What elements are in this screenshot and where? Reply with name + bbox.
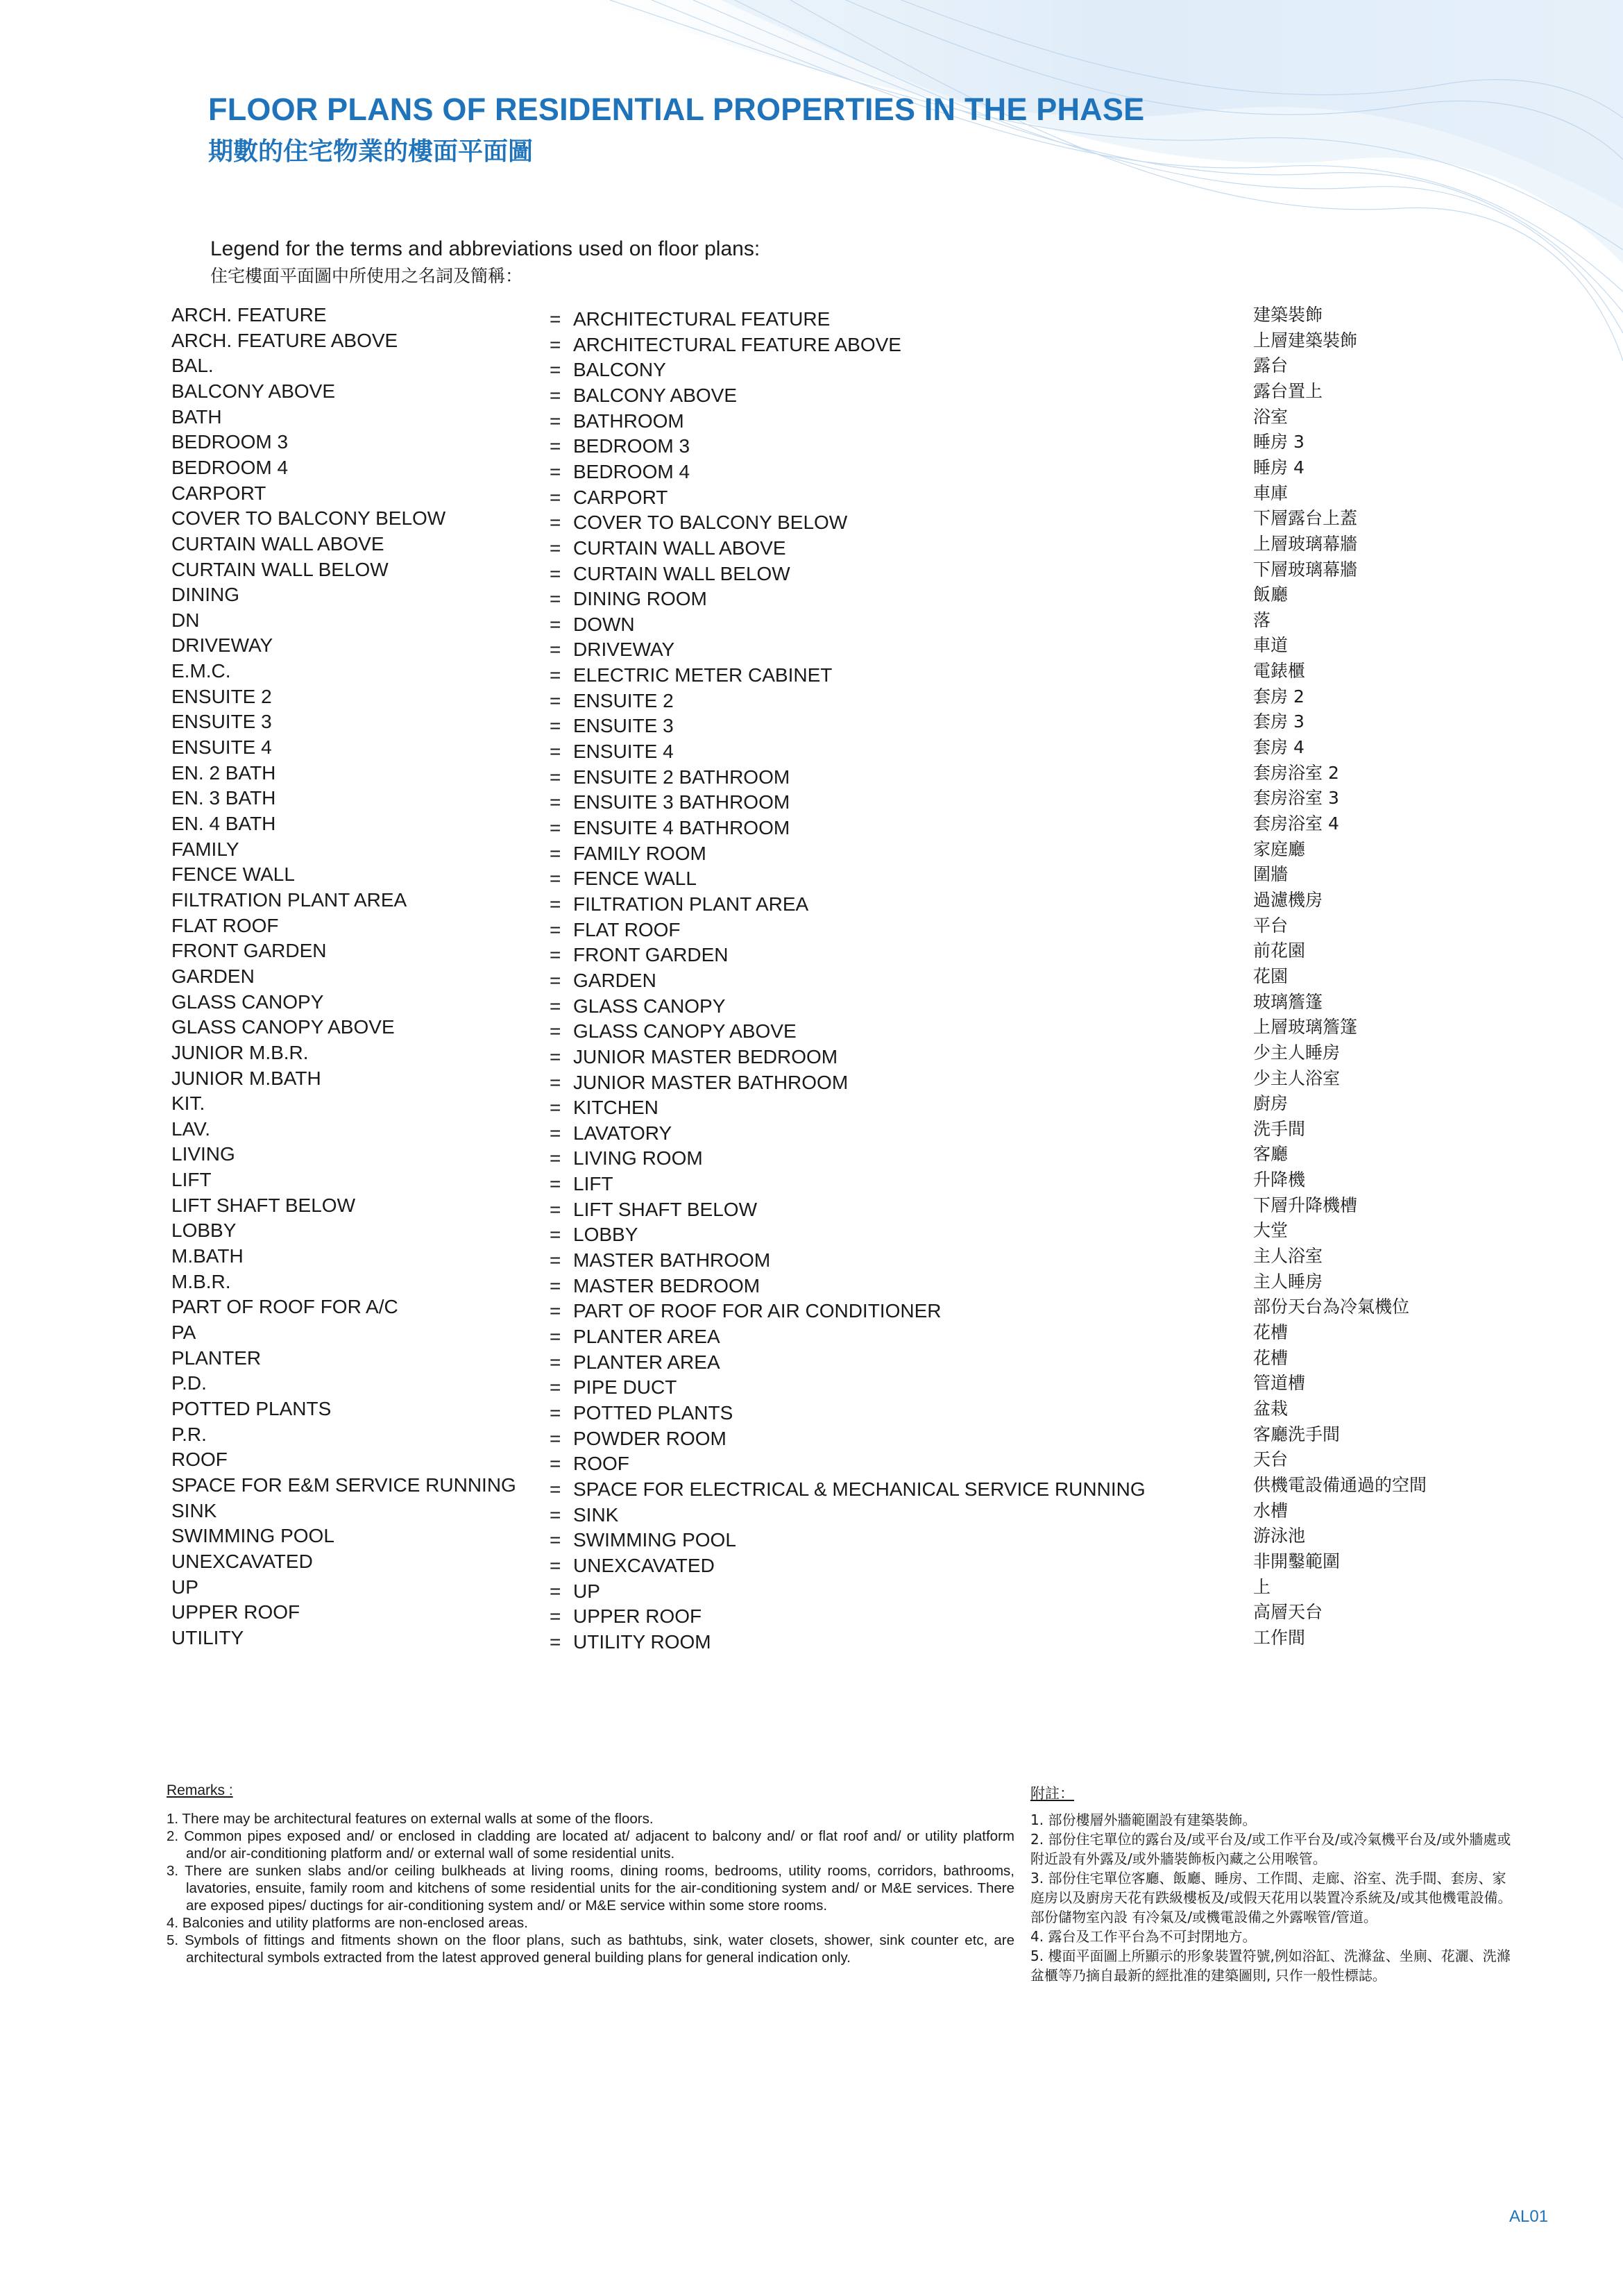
- legend-chinese-term: 落: [1253, 609, 1271, 630]
- legend-term: M.BATH: [171, 1245, 244, 1267]
- legend-row: [0, 482, 1623, 507]
- legend-row: [0, 762, 1623, 787]
- legend-meaning: PART OF ROOF FOR AIR CONDITIONER: [573, 1300, 942, 1322]
- legend-chinese-term: 下層玻璃幕牆: [1253, 559, 1358, 580]
- page-title-zh: 期數的住宅物業的樓面平面圖: [208, 137, 534, 166]
- legend-term: GLASS CANOPY ABOVE: [171, 1016, 395, 1038]
- legend-meaning: ENSUITE 2 BATHROOM: [573, 766, 790, 788]
- legend-meaning: FILTRATION PLANT AREA: [573, 893, 809, 915]
- legend-meaning: LAVATORY: [573, 1122, 672, 1144]
- legend-equals-sign: =: [550, 1326, 561, 1347]
- remarks-title-en: Remarks :: [167, 1782, 233, 1798]
- legend-equals-sign: =: [550, 1554, 561, 1576]
- legend-equals-sign: =: [550, 1427, 561, 1449]
- legend-term: COVER TO BALCONY BELOW: [171, 507, 446, 530]
- legend-row: [0, 1118, 1623, 1143]
- legend-meaning: ARCHITECTURAL FEATURE ABOVE: [573, 333, 901, 355]
- legend-equals-sign: =: [550, 817, 561, 838]
- legend-equals-sign: =: [550, 1300, 561, 1322]
- legend-chinese-term: 套房 4: [1253, 737, 1305, 758]
- remark-item-zh: 5. 樓面平面圖上所顯示的形象裝置符號,例如浴缸、洗滌盆、坐廁、花灑、洗滌盆櫃等乃摘自最新的經批准的建築圖則, 只作一般性標誌。: [1030, 1948, 1511, 1984]
- legend-row: [0, 1092, 1623, 1117]
- legend-row: [0, 634, 1623, 659]
- remarks-title-zh: 附註：: [1030, 1785, 1074, 1802]
- remark-item-zh: 2. 部份住宅單位的露台及/或平台及/或工作平台及/或冷氣機平台及/或外牆處或附近設有外露及/或外牆裝飾板內藏之公用喉管。: [1030, 1831, 1511, 1867]
- legend-equals-sign: =: [550, 842, 561, 864]
- legend-chinese-term: 花槽: [1253, 1347, 1289, 1368]
- legend-term: LIFT: [171, 1169, 212, 1191]
- legend-equals-sign: =: [550, 1097, 561, 1119]
- legend-chinese-term: 飯廳: [1253, 584, 1289, 605]
- legend-meaning: DRIVEWAY: [573, 639, 675, 661]
- legend-row: [0, 1322, 1623, 1347]
- legend-chinese-term: 露台置上: [1253, 380, 1323, 401]
- legend-equals-sign: =: [550, 537, 561, 559]
- legend-term: SINK: [171, 1499, 217, 1521]
- legend-meaning: BATHROOM: [573, 410, 684, 432]
- legend-equals-sign: =: [550, 1173, 561, 1195]
- legend-meaning: CARPORT: [573, 486, 668, 508]
- legend-meaning: POWDER ROOM: [573, 1427, 726, 1449]
- remark-item-en: 4. Balconies and utility platforms are non-enclosed areas.: [167, 1915, 528, 1931]
- legend-chinese-term: 套房浴室 4: [1253, 813, 1339, 834]
- legend-term: LIVING: [171, 1143, 235, 1165]
- remark-item-zh: 1. 部份樓層外牆範圍設有建築裝飾。: [1030, 1812, 1257, 1828]
- legend-meaning: GLASS CANOPY ABOVE: [573, 1020, 797, 1043]
- legend-equals-sign: =: [550, 1630, 561, 1653]
- remark-item-en: 1. There may be architectural features on external walls at some of the floors.: [167, 1811, 654, 1827]
- legend-chinese-term: 圍牆: [1253, 864, 1289, 885]
- legend-chinese-term: 過濾機房: [1253, 889, 1323, 910]
- legend-term: FENCE WALL: [171, 863, 295, 886]
- legend-chinese-term: 睡房 3: [1253, 432, 1305, 453]
- legend-meaning: UTILITY ROOM: [573, 1630, 711, 1653]
- legend-chinese-term: 上層玻璃幕牆: [1253, 533, 1358, 554]
- legend-equals-sign: =: [550, 639, 561, 661]
- legend-row: [0, 1601, 1623, 1626]
- legend-equals-sign: =: [550, 486, 561, 508]
- legend-term: CURTAIN WALL ABOVE: [171, 532, 384, 555]
- legend-meaning: LIVING ROOM: [573, 1147, 703, 1170]
- legend-meaning: JUNIOR MASTER BEDROOM: [573, 1045, 838, 1067]
- legend-meaning: POTTED PLANTS: [573, 1401, 733, 1424]
- legend-equals-sign: =: [550, 1071, 561, 1093]
- legend-equals-sign: =: [550, 664, 561, 686]
- legend-heading-zh: 住宅樓面平面圖中所使用之名詞及簡稱：: [210, 266, 523, 286]
- legend-equals-sign: =: [550, 1351, 561, 1373]
- page-number: AL01: [1509, 2207, 1549, 2226]
- legend-meaning: FRONT GARDEN: [573, 944, 729, 966]
- remark-item-zh: 3. 部份住宅單位客廳、飯廳、睡房、工作間、走廊、浴室、洗手間、套房、家庭房以及廚房天花有跌級樓板及/或假天花用以裝置冷系統及/或其他機電設備。部份儲物室內設 有冷氣及/或機電設備之外露喉管/管道。: [1030, 1870, 1512, 1925]
- legend-row: [0, 1372, 1623, 1397]
- legend-meaning: LIFT SHAFT BELOW: [573, 1198, 758, 1220]
- legend-meaning: BALCONY ABOVE: [573, 384, 738, 406]
- legend-row: [0, 1449, 1623, 1474]
- legend-meaning: ENSUITE 3 BATHROOM: [573, 791, 790, 813]
- legend-meaning: GLASS CANOPY: [573, 995, 726, 1017]
- legend-meaning: KITCHEN: [573, 1097, 658, 1119]
- remark-item-zh: 4. 露台及工作平台為不可封閉地方。: [1030, 1928, 1257, 1945]
- legend-chinese-term: 供機電設備通過的空間: [1253, 1474, 1427, 1495]
- legend-chinese-term: 部份天台為冷氣機位: [1253, 1297, 1410, 1317]
- legend-term: LOBBY: [171, 1219, 237, 1242]
- legend-row: [0, 1424, 1623, 1449]
- legend-row: [0, 736, 1623, 761]
- legend-term: CURTAIN WALL BELOW: [171, 558, 389, 580]
- legend-chinese-term: 車庫: [1253, 482, 1289, 503]
- legend-meaning: UP: [573, 1580, 600, 1602]
- legend-term: P.D.: [171, 1372, 207, 1394]
- legend-equals-sign: =: [550, 1020, 561, 1043]
- legend-chinese-term: 客廳: [1253, 1144, 1289, 1165]
- legend-equals-sign: =: [550, 308, 561, 330]
- legend-equals-sign: =: [550, 435, 561, 457]
- legend-term: P.R.: [171, 1423, 207, 1445]
- legend-chinese-term: 大堂: [1253, 1220, 1289, 1241]
- legend-chinese-term: 花園: [1253, 965, 1289, 986]
- legend-equals-sign: =: [550, 1249, 561, 1272]
- legend-chinese-term: 套房浴室 2: [1253, 762, 1339, 783]
- legend-equals-sign: =: [550, 969, 561, 991]
- legend-row: [0, 1042, 1623, 1067]
- legend-equals-sign: =: [550, 1401, 561, 1424]
- legend-row: [0, 915, 1623, 940]
- legend-chinese-term: 高層天台: [1253, 1602, 1323, 1623]
- legend-equals-sign: =: [550, 766, 561, 788]
- legend-meaning: UNEXCAVATED: [573, 1554, 715, 1576]
- legend-row: [0, 533, 1623, 558]
- legend-row: [0, 863, 1623, 888]
- legend-meaning: SWIMMING POOL: [573, 1529, 736, 1551]
- legend-equals-sign: =: [550, 410, 561, 432]
- legend-chinese-term: 游泳池: [1253, 1526, 1306, 1546]
- legend-row: [0, 559, 1623, 584]
- legend-meaning: DINING ROOM: [573, 588, 707, 610]
- legend-row: [0, 940, 1623, 965]
- legend-meaning: MASTER BATHROOM: [573, 1249, 771, 1272]
- legend-term: M.B.R.: [171, 1270, 231, 1292]
- legend-chinese-term: 浴室: [1253, 406, 1289, 427]
- legend-term: LIFT SHAFT BELOW: [171, 1194, 356, 1216]
- legend-term: UPPER ROOF: [171, 1601, 300, 1623]
- legend-meaning: PLANTER AREA: [573, 1326, 720, 1347]
- legend-term: BEDROOM 3: [171, 431, 289, 453]
- legend-row: [0, 1398, 1623, 1423]
- legend-row: [0, 1474, 1623, 1499]
- legend-equals-sign: =: [550, 1478, 561, 1500]
- legend-chinese-term: 下層露台上蓋: [1253, 508, 1358, 529]
- legend-row: [0, 660, 1623, 685]
- legend-term: ARCH. FEATURE ABOVE: [171, 329, 398, 351]
- legend-row: [0, 1143, 1623, 1168]
- legend-chinese-term: 玻璃簷篷: [1253, 991, 1323, 1012]
- legend-term: EN. 2 BATH: [171, 761, 276, 784]
- legend-term: GLASS CANOPY: [171, 990, 324, 1013]
- legend-row: [0, 787, 1623, 812]
- legend-meaning: JUNIOR MASTER BATHROOM: [573, 1071, 849, 1093]
- legend-equals-sign: =: [550, 333, 561, 355]
- legend-equals-sign: =: [550, 460, 561, 482]
- legend-meaning: ENSUITE 4 BATHROOM: [573, 817, 790, 838]
- legend-row: [0, 457, 1623, 482]
- legend-term: BATH: [171, 405, 222, 428]
- legend-term: ENSUITE 4: [171, 736, 272, 759]
- legend-row: [0, 507, 1623, 532]
- legend-meaning: ROOF: [573, 1453, 629, 1475]
- legend-chinese-term: 工作間: [1253, 1627, 1306, 1648]
- legend-row: [0, 1169, 1623, 1194]
- legend-chinese-term: 車道: [1253, 635, 1289, 656]
- legend-equals-sign: =: [550, 1274, 561, 1297]
- legend-equals-sign: =: [550, 1529, 561, 1551]
- legend-term: SPACE FOR E&M SERVICE RUNNING: [171, 1474, 516, 1496]
- legend-chinese-term: 少主人睡房: [1253, 1042, 1341, 1063]
- legend-chinese-term: 花槽: [1253, 1322, 1289, 1342]
- remark-item-en: 3. There are sunken slabs and/or ceiling bulkheads at living rooms, dining rooms, bedrooms, utility rooms, corridors, bathrooms, lavatories, ensuite, family room and kitchens of some residential units for the air-conditioning system and/ or M&E services. There are exposed pipes/ ductings for air-conditioning system and/ or M&E service within some store rooms.: [167, 1863, 1014, 1914]
- legend-term: PART OF ROOF FOR A/C: [171, 1296, 398, 1318]
- legend-meaning: BEDROOM 4: [573, 460, 690, 482]
- legend-chinese-term: 電錶櫃: [1253, 661, 1306, 682]
- legend-row: [0, 1296, 1623, 1321]
- legend-term: E.M.C.: [171, 660, 231, 682]
- legend-term: FILTRATION PLANT AREA: [171, 888, 407, 911]
- legend-meaning: SINK: [573, 1503, 619, 1526]
- legend-row: [0, 406, 1623, 431]
- legend-equals-sign: =: [550, 1045, 561, 1067]
- legend-row: [0, 711, 1623, 736]
- legend-chinese-term: 主人浴室: [1253, 1246, 1323, 1267]
- legend-row: [0, 1016, 1623, 1041]
- legend-term: GARDEN: [171, 965, 255, 987]
- legend-term: SWIMMING POOL: [171, 1525, 334, 1547]
- page-title-en: FLOOR PLANS OF RESIDENTIAL PROPERTIES IN THE PHASE: [208, 92, 1145, 127]
- legend-meaning: ELECTRIC METER CABINET: [573, 664, 833, 686]
- legend-term: KIT.: [171, 1092, 205, 1115]
- legend-equals-sign: =: [550, 868, 561, 890]
- legend-chinese-term: 套房浴室 3: [1253, 788, 1339, 809]
- legend-row: [0, 1271, 1623, 1296]
- legend-term: EN. 3 BATH: [171, 787, 276, 809]
- legend-equals-sign: =: [550, 588, 561, 610]
- legend-meaning: ENSUITE 4: [573, 741, 674, 763]
- legend-meaning: GARDEN: [573, 969, 656, 991]
- legend-meaning: ENSUITE 3: [573, 715, 674, 737]
- legend-row: [0, 380, 1623, 405]
- legend-chinese-term: 套房 3: [1253, 711, 1305, 732]
- legend-equals-sign: =: [550, 1376, 561, 1399]
- legend-row: [0, 609, 1623, 634]
- remark-item-en: 2. Common pipes exposed and/ or enclosed in cladding are located at/ adjacent to balcony and/ or flat roof and/ or utility platform and/or air-conditioning platform and/ or external wall of some residential units.: [167, 1828, 1014, 1862]
- legend-meaning: ARCHITECTURAL FEATURE: [573, 308, 831, 330]
- legend-row: [0, 1500, 1623, 1525]
- legend-term: DINING: [171, 584, 239, 606]
- legend-chinese-term: 升降機: [1253, 1170, 1306, 1190]
- legend-equals-sign: =: [550, 715, 561, 737]
- legend-chinese-term: 露台: [1253, 355, 1289, 376]
- legend-meaning: PLANTER AREA: [573, 1351, 720, 1373]
- legend-term: PA: [171, 1322, 196, 1343]
- legend-meaning: CURTAIN WALL BELOW: [573, 562, 790, 584]
- legend-term: FLAT ROOF: [171, 914, 279, 936]
- legend-chinese-term: 睡房 4: [1253, 457, 1305, 478]
- legend-chinese-term: 盆栽: [1253, 1398, 1289, 1419]
- legend-equals-sign: =: [550, 1605, 561, 1628]
- legend-row: [0, 1627, 1623, 1652]
- legend-row: [0, 838, 1623, 863]
- legend-chinese-term: 上層玻璃簷篷: [1253, 1017, 1358, 1038]
- legend-meaning: SPACE FOR ELECTRICAL & MECHANICAL SERVICE RUNNING: [573, 1478, 1146, 1500]
- legend-row: [0, 355, 1623, 380]
- legend-chinese-term: 建築裝飾: [1253, 305, 1323, 325]
- legend-equals-sign: =: [550, 613, 561, 635]
- legend-equals-sign: =: [550, 1453, 561, 1475]
- legend-chinese-term: 廚房: [1253, 1093, 1289, 1114]
- legend-meaning: FENCE WALL: [573, 868, 697, 890]
- legend-chinese-term: 前花園: [1253, 940, 1306, 961]
- legend-meaning: CURTAIN WALL ABOVE: [573, 537, 786, 559]
- legend-term: ENSUITE 3: [171, 711, 272, 733]
- legend-row: [0, 991, 1623, 1016]
- remark-item-en: 5. Symbols of fittings and fitments shown on the floor plans, such as bathtubs, sink, water closets, shower, sink counter etc, are architectural symbols extracted from the latest approved general building plans for general indication only.: [167, 1932, 1014, 1966]
- legend-meaning: LIFT: [573, 1173, 613, 1195]
- legend-term: JUNIOR M.BATH: [171, 1067, 321, 1089]
- legend-chinese-term: 上層建築裝飾: [1253, 330, 1358, 351]
- legend-equals-sign: =: [550, 1147, 561, 1170]
- legend-row: [0, 1576, 1623, 1601]
- legend-meaning: LOBBY: [573, 1224, 638, 1246]
- legend-row: [0, 431, 1623, 456]
- legend-chinese-term: 下層升降機槽: [1253, 1195, 1358, 1215]
- legend-term: BAL.: [171, 355, 214, 377]
- legend-chinese-term: 少主人浴室: [1253, 1067, 1341, 1088]
- legend-row: [0, 1525, 1623, 1550]
- legend-meaning: UPPER ROOF: [573, 1605, 702, 1628]
- legend-row: [0, 1219, 1623, 1244]
- legend-equals-sign: =: [550, 384, 561, 406]
- legend-row: [0, 1067, 1623, 1092]
- legend-row: [0, 686, 1623, 711]
- legend-term: FRONT GARDEN: [171, 940, 327, 962]
- legend-term: ENSUITE 2: [171, 685, 272, 707]
- legend-term: BALCONY ABOVE: [171, 380, 336, 402]
- legend-term: UTILITY: [171, 1626, 244, 1648]
- legend-equals-sign: =: [550, 1503, 561, 1526]
- legend-row: [0, 1551, 1623, 1576]
- legend-equals-sign: =: [550, 1224, 561, 1246]
- legend-row: [0, 330, 1623, 355]
- legend-term: EN. 4 BATH: [171, 813, 276, 834]
- legend-meaning: FLAT ROOF: [573, 918, 681, 940]
- legend-row: [0, 1245, 1623, 1270]
- legend-term: FAMILY: [171, 838, 239, 860]
- legend-term: UP: [171, 1576, 198, 1598]
- legend-term: LAV.: [171, 1117, 211, 1140]
- legend-row: [0, 1347, 1623, 1372]
- legend-row: [0, 584, 1623, 609]
- legend-chinese-term: 水槽: [1253, 1500, 1289, 1521]
- legend-meaning: DOWN: [573, 613, 635, 635]
- legend-chinese-term: 套房 2: [1253, 686, 1305, 707]
- legend-equals-sign: =: [550, 689, 561, 711]
- remarks-list-zh: [1030, 1810, 1513, 1985]
- legend-chinese-term: 平台: [1253, 915, 1289, 936]
- legend-term: CARPORT: [171, 482, 266, 504]
- legend-equals-sign: =: [550, 741, 561, 763]
- legend-equals-sign: =: [550, 995, 561, 1017]
- legend-row: [0, 965, 1623, 990]
- legend-chinese-term: 洗手間: [1253, 1118, 1306, 1139]
- legend-term: UNEXCAVATED: [171, 1550, 313, 1572]
- legend-meaning: PIPE DUCT: [573, 1376, 677, 1399]
- legend-meaning: COVER TO BALCONY BELOW: [573, 512, 848, 534]
- remarks-list-en: [167, 1810, 1014, 1966]
- legend-equals-sign: =: [550, 359, 561, 381]
- legend-row: [0, 889, 1623, 914]
- legend-term: ROOF: [171, 1449, 228, 1471]
- legend-equals-sign: =: [550, 791, 561, 813]
- legend-meaning: BALCONY: [573, 359, 666, 381]
- legend-equals-sign: =: [550, 944, 561, 966]
- legend-chinese-term: 主人睡房: [1253, 1271, 1323, 1292]
- legend-equals-sign: =: [550, 893, 561, 915]
- legend-term: ARCH. FEATURE: [171, 304, 327, 326]
- legend-chinese-term: 客廳洗手間: [1253, 1424, 1341, 1444]
- legend-row: [0, 304, 1623, 329]
- legend-term: DRIVEWAY: [171, 634, 273, 657]
- legend-term: BEDROOM 4: [171, 456, 289, 478]
- legend-equals-sign: =: [550, 918, 561, 940]
- legend-meaning: MASTER BEDROOM: [573, 1274, 760, 1297]
- legend-chinese-term: 管道槽: [1253, 1373, 1306, 1394]
- legend-row: [0, 1195, 1623, 1219]
- legend-term: DN: [171, 609, 200, 631]
- legend-meaning: BEDROOM 3: [573, 435, 690, 457]
- legend-equals-sign: =: [550, 1198, 561, 1220]
- legend-equals-sign: =: [550, 1122, 561, 1144]
- legend-chinese-term: 天台: [1253, 1449, 1289, 1470]
- legend-term: PLANTER: [171, 1347, 262, 1369]
- legend-row: [0, 813, 1623, 838]
- legend-chinese-term: 非開鑿範圍: [1253, 1551, 1341, 1571]
- legend-equals-sign: =: [550, 512, 561, 534]
- legend-chinese-term: 上: [1253, 1576, 1271, 1597]
- legend-term: POTTED PLANTS: [171, 1397, 332, 1419]
- legend-equals-sign: =: [550, 562, 561, 584]
- legend-meaning: ENSUITE 2: [573, 689, 674, 711]
- legend-equals-sign: =: [550, 1580, 561, 1602]
- legend-term: JUNIOR M.B.R.: [171, 1041, 309, 1063]
- legend-heading-en: Legend for the terms and abbreviations used on floor plans:: [210, 237, 760, 260]
- legend-chinese-term: 家庭廳: [1253, 838, 1306, 859]
- legend-meaning: FAMILY ROOM: [573, 842, 706, 864]
